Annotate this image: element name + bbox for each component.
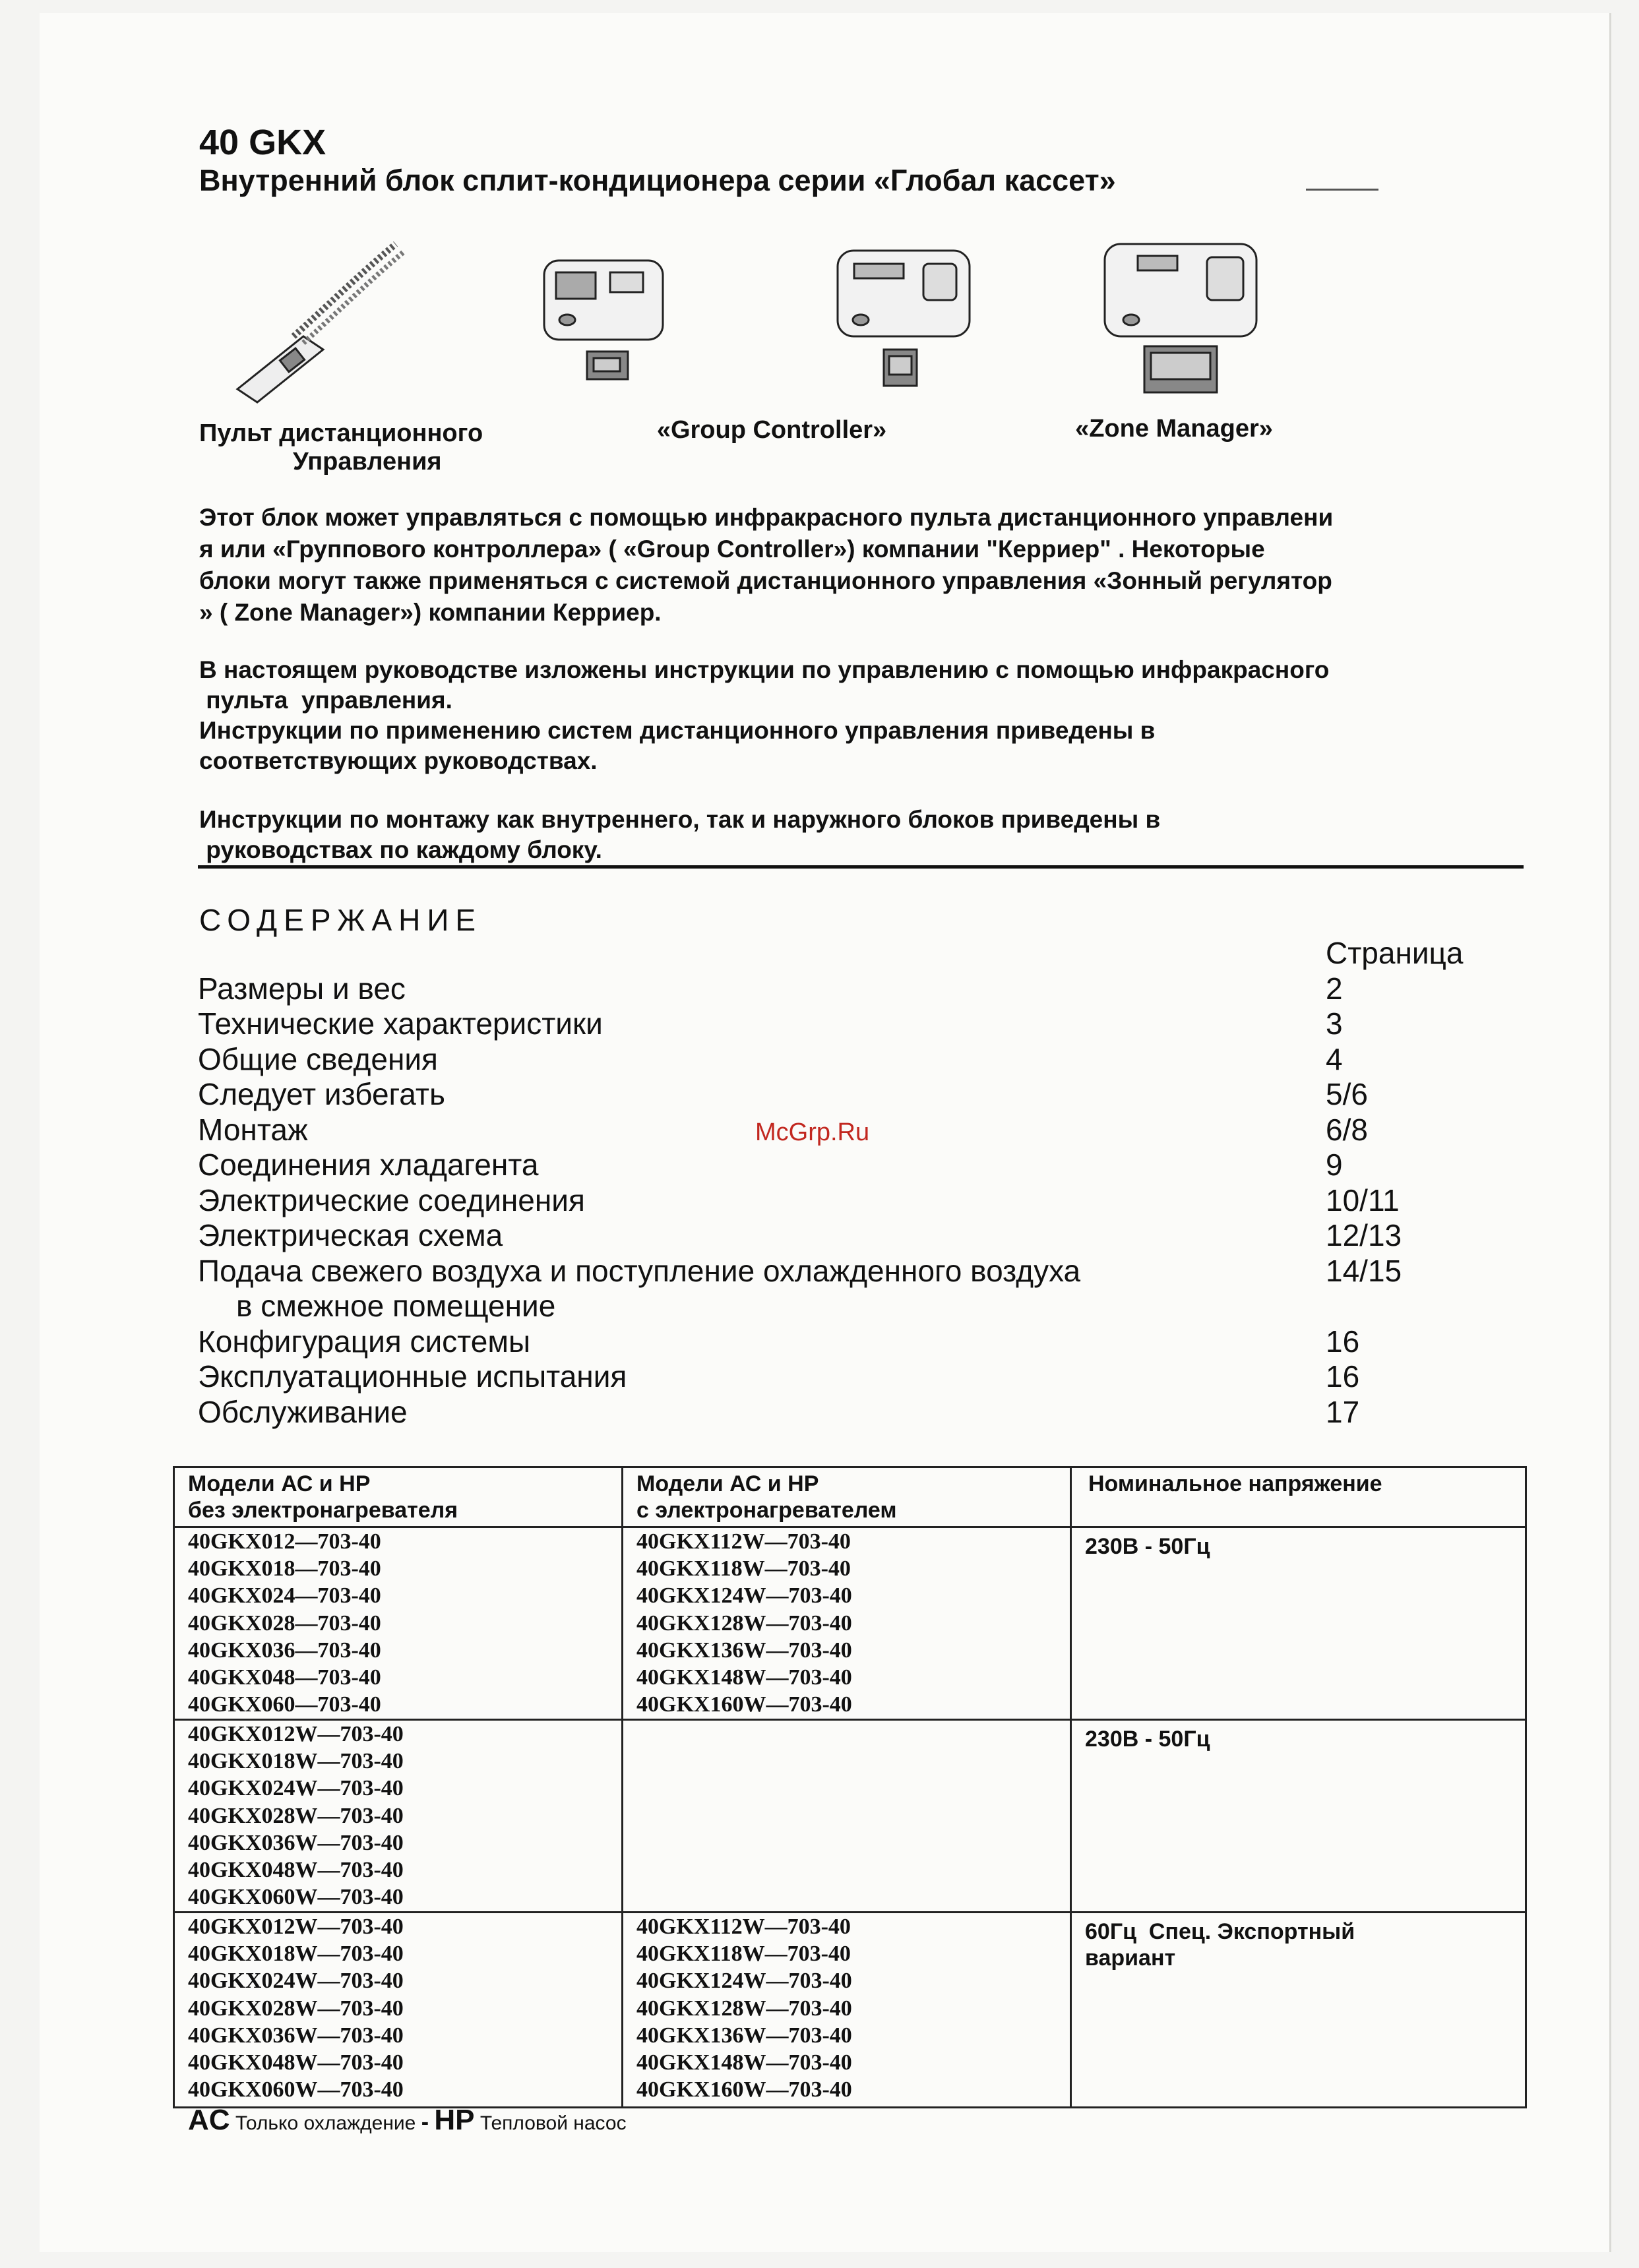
header-text: Номинальное напряжение [1088,1471,1382,1496]
toc-item [198,1182,1491,1218]
model-code: 40GKX028W—703-40 [188,1996,404,2021]
toc-item-page: 5/6 [1326,1077,1368,1111]
group-controller-device-image [831,237,983,396]
model-list [175,1721,621,1911]
model-code: 40GKX128W—703-40 [636,1996,852,2021]
group-controller-image [538,247,669,386]
models-cell [174,1527,623,1720]
models-cell [623,1527,1071,1720]
remote-label-line2: Управления [293,448,442,475]
model-code: 40GKX012—703-40 [188,1529,381,1554]
model-title: 40 GKX [199,123,326,162]
toc-item [198,1394,1491,1430]
toc-item [198,1006,1491,1041]
toc-page-header: Страница [1326,936,1464,970]
header-with-heater [623,1467,1071,1527]
install-paragraph [199,805,1551,865]
install-line: Инструкции по монтажу как внутреннего, так и наружного блоков приведены в [199,806,1161,833]
model-code: 40GKX036W—703-40 [188,1830,404,1855]
scope-line: соответствующих руководствах. [199,747,598,774]
model-code: 40GKX036W—703-40 [188,2023,404,2048]
model-code: 40GKX060—703-40 [188,1692,381,1717]
scope-line: В настоящем руководстве изложены инструкции по управлению с помощью инфракрасного [199,656,1330,683]
footnote [188,2104,627,2137]
toc-item-title: Электрическая схема [198,1218,503,1252]
model-code: 40GKX060W—703-40 [188,2077,404,2102]
watermark: McGrp.Ru [755,1119,870,1146]
model-code: 40GKX160W—703-40 [636,2077,852,2102]
voltage-value: 230В - 50Гц [1085,1727,1210,1752]
model-code: 40GKX048W—703-40 [188,2050,404,2075]
model-code: 40GKX148W—703-40 [636,2050,852,2075]
toc-item-page: 9 [1326,1148,1343,1182]
intro-line: блоки могут также применяться с системой дистанционного управления «Зонный регулятор [199,567,1332,594]
table-row [174,1527,1526,1720]
voltage-value: вариант [1085,1946,1176,1971]
intro-line: я или «Группового контроллера» ( «Group Controller») компании "Керриер" . Некоторые [199,536,1265,563]
model-list [623,1913,1070,2103]
page-subtitle: Внутренний блок сплит-кондиционера серии «Глобал кассет» [199,164,1116,197]
toc-item [198,1147,1491,1182]
model-code: 40GKX136W—703-40 [636,1638,852,1663]
model-list [175,1528,621,1718]
toc-item-page: 17 [1326,1394,1360,1429]
scope-line: Инструкции по применению систем дистанционного управления приведены в [199,717,1156,744]
toc-item-title: Эксплуатационные испытания [198,1359,627,1394]
model-code: 40GKX024W—703-40 [188,1969,404,1994]
model-code: 40GKX118W—703-40 [636,1556,851,1581]
model-list [175,1913,621,2103]
model-code: 40GKX060W—703-40 [188,1885,404,1910]
model-code: 40GKX048—703-40 [188,1665,381,1690]
remote-control-image [231,237,416,409]
toc-item-page: 3 [1326,1006,1343,1041]
ac-text: Только охлаждение [235,2112,416,2134]
model-code: 40GKX018—703-40 [188,1556,381,1581]
intro-paragraph [199,502,1551,628]
model-code: 40GKX024W—703-40 [188,1776,404,1801]
group-controller-label: «Group Controller» [656,416,887,444]
zone-manager-image [1098,231,1270,402]
toc-item-title: Обслуживание [198,1394,408,1429]
model-code: 40GKX018W—703-40 [188,1749,404,1774]
models-cell [623,1720,1071,1913]
ac-abbr: AC [188,2104,230,2136]
voltage-cell [1071,1527,1526,1720]
toc-item [198,1324,1491,1359]
remote-label-line1: Пульт дистанционного [199,419,483,447]
model-list [623,1528,1070,1718]
hp-abbr: HP [434,2104,475,2136]
section-rule [198,865,1524,869]
toc-item-page: 16 [1326,1324,1360,1359]
voltage-cell [1071,1720,1526,1913]
toc-header-row [198,935,1491,971]
model-code: 40GKX012W—703-40 [188,1722,404,1746]
table-row [174,1720,1526,1913]
toc-item-page: 14/15 [1326,1253,1402,1288]
models-table [173,1466,1527,2108]
table-header-row [174,1467,1526,1527]
model-code: 40GKX160W—703-40 [636,1692,852,1717]
model-code: 40GKX024—703-40 [188,1583,381,1609]
header-text: с электронагревателем [636,1498,897,1523]
toc-heading: СОДЕРЖАНИЕ [199,903,483,937]
zone-manager-label: «Zone Manager» [1075,415,1273,443]
scope-line: пульта управления. [199,687,452,714]
header-voltage [1071,1467,1526,1527]
model-code: 40GKX128W—703-40 [636,1610,852,1636]
header-text: Модели АС и HP [188,1471,371,1496]
toc-item-title: Подача свежего воздуха и поступление охлажденного воздуха [198,1253,1081,1288]
models-cell [623,1913,1071,2108]
intro-line: Этот блок может управляться с помощью инфракрасного пульта дистанционного управлени [199,504,1334,531]
model-code: 40GKX036—703-40 [188,1638,381,1663]
header-without-heater [174,1467,623,1527]
toc-item [198,1217,1491,1253]
model-code: 40GKX028W—703-40 [188,1803,404,1828]
model-code: 40GKX012W—703-40 [188,1915,404,1939]
toc-item-continuation [198,1288,1491,1324]
toc-item [198,1359,1491,1394]
separator: - [421,2110,429,2135]
toc-item [198,1041,1491,1077]
models-cell [174,1720,623,1913]
toc-item [198,971,1491,1006]
toc-item-page: 2 [1326,971,1343,1006]
toc-item-title: Соединения хладагента [198,1148,539,1182]
model-code: 40GKX018W—703-40 [188,1942,404,1967]
toc-item-title: Монтаж [198,1112,308,1147]
model-code: 40GKX136W—703-40 [636,2023,852,2048]
toc-item-title: Следует избегать [198,1077,445,1111]
toc-item [198,1253,1491,1289]
toc [198,935,1491,1429]
model-code: 40GKX118W—703-40 [636,1942,851,1967]
model-code: 40GKX124W—703-40 [636,1969,852,1994]
toc-item-title: Общие сведения [198,1041,438,1076]
hp-text: Тепловой насос [479,2112,627,2134]
toc-item-title: Электрические соединения [198,1182,585,1217]
model-code: 40GKX148W—703-40 [636,1665,852,1690]
voltage-value: 230В - 50Гц [1085,1534,1210,1559]
header-text: Модели АС и HP [636,1471,819,1496]
toc-item-page: 4 [1326,1041,1343,1076]
intro-line: » ( Zone Manager») компании Керриер. [199,599,662,626]
table-row [174,1913,1526,2108]
model-code: 40GKX048W—703-40 [188,1858,404,1883]
model-code: 40GKX028—703-40 [188,1610,381,1636]
voltage-cell [1071,1913,1526,2108]
toc-item-page: 16 [1326,1359,1360,1394]
toc-item-title: Технические характеристики [198,1006,603,1041]
model-code: 40GKX124W—703-40 [636,1583,852,1609]
remote-label [199,419,529,476]
toc-item-page: 10/11 [1326,1182,1400,1217]
toc-item-title: Конфигурация системы [198,1324,531,1359]
toc-item-title: Размеры и вес [198,971,406,1006]
title-rule [1306,189,1378,191]
toc-item-page: 12/13 [1326,1218,1402,1252]
toc-item [198,1076,1491,1112]
toc-item-page: 6/8 [1326,1112,1368,1147]
toc-item-title: в смежное помещение [236,1289,556,1323]
scope-paragraph [199,655,1551,776]
header-text: без электронагревателя [188,1498,458,1523]
model-code: 40GKX112W—703-40 [636,1529,851,1554]
install-line: руководствах по каждому блоку. [199,836,602,863]
model-code: 40GKX112W—703-40 [636,1915,851,1939]
voltage-value: 60Гц Спец. Экспортный [1085,1919,1355,1944]
models-cell [174,1913,623,2108]
